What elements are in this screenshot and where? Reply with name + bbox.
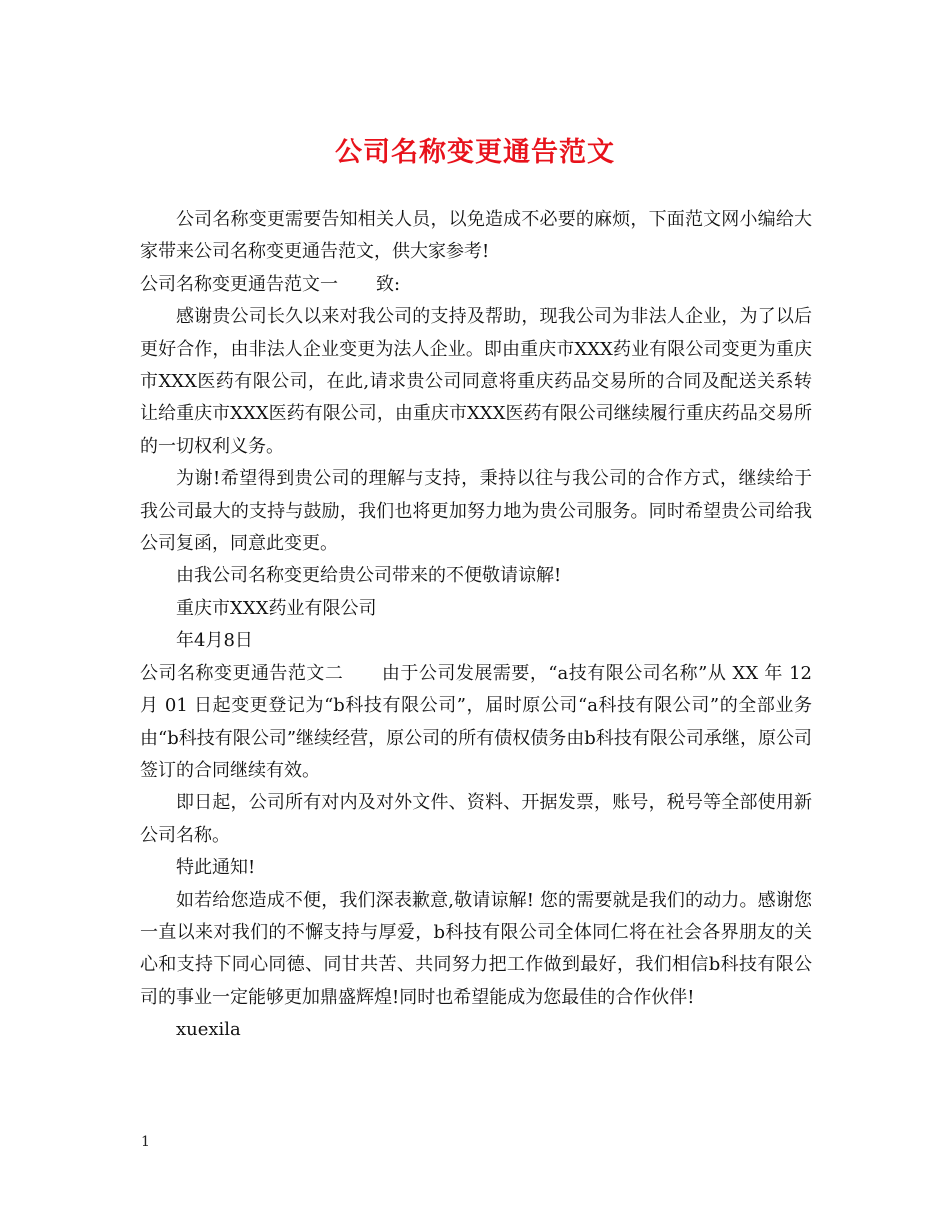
document-body xyxy=(140,204,812,1047)
sample1-heading: 公司名称变更通告范文一 xyxy=(140,273,338,295)
sample2-first-line xyxy=(140,658,812,788)
sample1-date: 年4月8日 xyxy=(176,630,253,652)
sample2-paragraph-1: 由于公司发展需要，“a技有限公司名称”从 XX 年 12 月 01 日起变更登记为“b科技有限公司”，届时原公司“a科技有限公司”的全部业务由“b科技有限公司”继续经营，原公司的所有债权债务由b科技有限公司承继，原公司签订的合同继续有效。 xyxy=(140,662,813,781)
page-number: 1 xyxy=(141,1134,150,1150)
sample2-paragraph-3: 特此通知! xyxy=(176,857,256,879)
sample2-closing: xuexila xyxy=(176,1019,241,1041)
intro-paragraph: 公司名称变更需要告知相关人员，以免造成不必要的麻烦，下面范文网小编给大家带来公司名称变更通告范文，供大家参考! xyxy=(140,209,812,263)
sample1-salutation: 致: xyxy=(376,273,401,295)
sample2-heading: 公司名称变更通告范文二 xyxy=(140,662,344,684)
sample1-heading-line xyxy=(140,269,812,301)
sample1-paragraph-1: 感谢贵公司长久以来对我公司的支持及帮助，现我公司为非法人企业，为了以后更好合作，由非法人企业变更为法人企业。即由重庆市XXX药业有限公司变更为重庆市XXX医药有限公司，在此,请求贵公司同意将重庆药品交易所的合同及配送关系转让给重庆市XXX医药有限公司，由重庆市XXX医药有限公司继续履行重庆药品交易所的一切权利义务。 xyxy=(140,306,812,457)
sample2-paragraph-4: 如若给您造成不便，我们深表歉意,敬请谅解! 您的需要就是我们的动力。感谢您一直以来对我们的不懈支持与厚爱，b科技有限公司全体同仁将在社会各界朋友的关心和支持下同心同德、同甘共苦、共同努力把工作做到最好，我们相信b科技有限公司的事业一定能够更加鼎盛辉煌!同时也希望能成为您最佳的合作伙伴! xyxy=(140,889,812,1008)
sample1-paragraph-3: 由我公司名称变更给贵公司带来的不便敬请谅解! xyxy=(176,565,562,587)
sample2-paragraph-2: 即日起，公司所有对内及对外文件、资料、开据发票，账号，税号等全部使用新公司名称。 xyxy=(140,792,812,846)
page-title: 公司名称变更通告范文 xyxy=(335,137,615,168)
sample1-paragraph-2: 为谢!希望得到贵公司的理解与支持，秉持以往与我公司的合作方式，继续给于我公司最大的支持与鼓励，我们也将更加努力地为贵公司服务。同时希望贵公司给我公司复函，同意此变更。 xyxy=(140,468,812,555)
sample1-signature: 重庆市XXX药业有限公司 xyxy=(176,597,377,619)
